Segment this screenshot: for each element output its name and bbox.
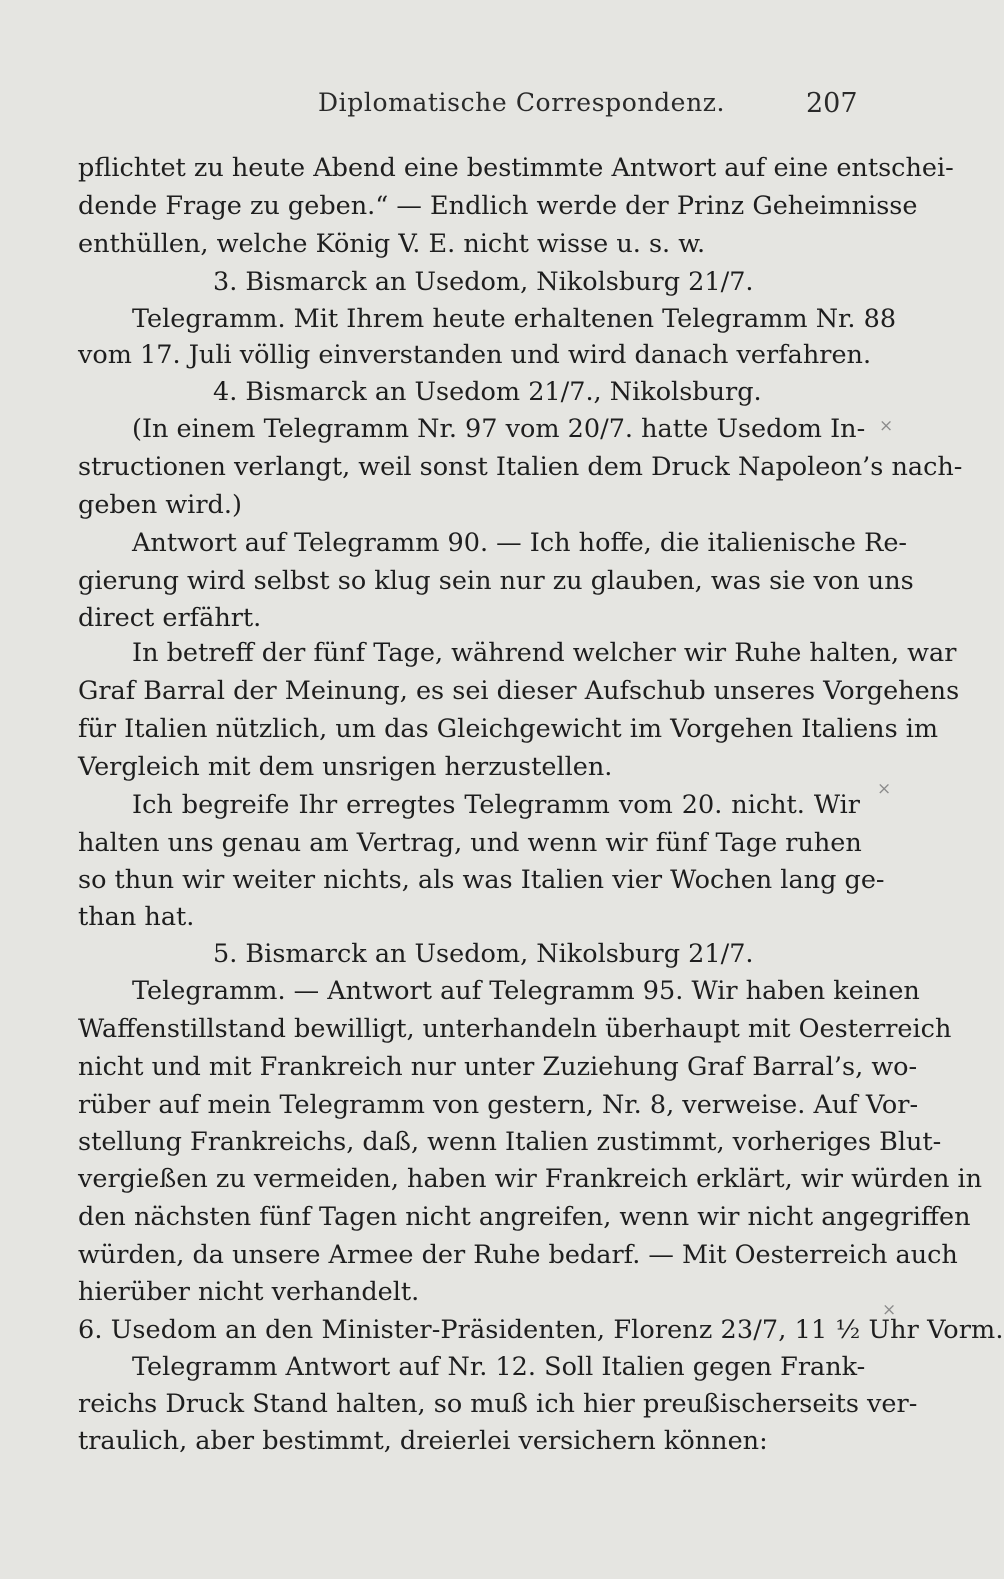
text-line: Ich begreife Ihr erregtes Telegramm vom 20. nicht. Wir (132, 790, 860, 820)
text-line: Telegramm Antwort auf Nr. 12. Soll Italien gegen Frank- (132, 1352, 866, 1382)
text-line: vom 17. Juli völlig einverstanden und wird danach verfahren. (78, 340, 872, 370)
section-heading: 3. Bismarck an Usedom, Nikolsburg 21/7. (213, 267, 754, 297)
text-line: so thun wir weiter nichts, als was Italien vier Wochen lang ge- (78, 865, 885, 895)
text-line: rüber auf mein Telegramm von gestern, Nr. 8, verweise. Auf Vor- (78, 1090, 919, 1120)
text-line: hierüber nicht verhandelt. (78, 1277, 420, 1307)
text-line: pflichtet zu heute Abend eine bestimmte Antwort auf eine entschei- (78, 153, 954, 183)
text-line: reichs Druck Stand halten, so muß ich hier preußischerseits ver- (78, 1389, 918, 1419)
text-line: vergießen zu vermeiden, haben wir Frankreich erklärt, wir würden in (78, 1164, 983, 1194)
text-line: den nächsten fünf Tagen nicht angreifen, wenn wir nicht angegriffen (78, 1202, 971, 1232)
text-line: structionen verlangt, weil sonst Italien dem Druck Napoleon’s nach- (78, 452, 963, 482)
text-line: In betreff der fünf Tage, während welcher wir Ruhe halten, war (132, 638, 957, 668)
text-line: Telegramm. — Antwort auf Telegramm 95. Wir haben keinen (132, 976, 920, 1006)
page-number: 207 (806, 88, 858, 119)
text-line: (In einem Telegramm Nr. 97 vom 20/7. hatte Usedom In- (132, 414, 866, 444)
section-heading: 5. Bismarck an Usedom, Nikolsburg 21/7. (213, 939, 754, 969)
text-line: halten uns genau am Vertrag, und wenn wir fünf Tage ruhen (78, 828, 862, 858)
text-line: than hat. (78, 902, 195, 932)
text-line: enthüllen, welche König V. E. nicht wisse u. s. w. (78, 229, 706, 259)
text-line: nicht und mit Frankreich nur unter Zuziehung Graf Barral’s, wo- (78, 1052, 918, 1082)
margin-mark: × (882, 1300, 897, 1320)
running-title: Diplomatische Correspondenz. (318, 88, 726, 117)
text-line: dende Frage zu geben.“ — Endlich werde der Prinz Geheimnisse (78, 191, 918, 221)
text-line: gierung wird selbst so klug sein nur zu glauben, was sie von uns (78, 566, 914, 596)
section-heading: 4. Bismarck an Usedom 21/7., Nikolsburg. (213, 377, 762, 407)
text-line: Graf Barral der Meinung, es sei dieser Aufschub unseres Vorgehens (78, 676, 960, 706)
text-line: direct erfährt. (78, 603, 262, 633)
text-line: für Italien nützlich, um das Gleichgewicht im Vorgehen Italiens im (78, 714, 939, 744)
text-line: geben wird.) (78, 490, 242, 520)
text-line: Telegramm. Mit Ihrem heute erhaltenen Telegramm Nr. 88 (132, 304, 897, 334)
text-line: würden, da unsere Armee der Ruhe bedarf. — Mit Oesterreich auch (78, 1240, 958, 1270)
text-line: Waffenstillstand bewilligt, unterhandeln überhaupt mit Oesterreich (78, 1014, 952, 1044)
section-heading: 6. Usedom an den Minister-Präsidenten, Florenz 23/7, 11 ½ Uhr Vorm. (78, 1315, 1004, 1345)
text-line: Vergleich mit dem unsrigen herzustellen. (78, 752, 613, 782)
margin-mark: × (877, 779, 892, 799)
text-line: Antwort auf Telegramm 90. — Ich hoffe, die italienische Re- (132, 528, 908, 558)
margin-mark: × (879, 416, 894, 436)
running-header (0, 88, 1000, 128)
text-line: traulich, aber bestimmt, dreierlei versichern können: (78, 1426, 768, 1456)
text-line: stellung Frankreichs, daß, wenn Italien zustimmt, vorheriges Blut- (78, 1127, 942, 1157)
